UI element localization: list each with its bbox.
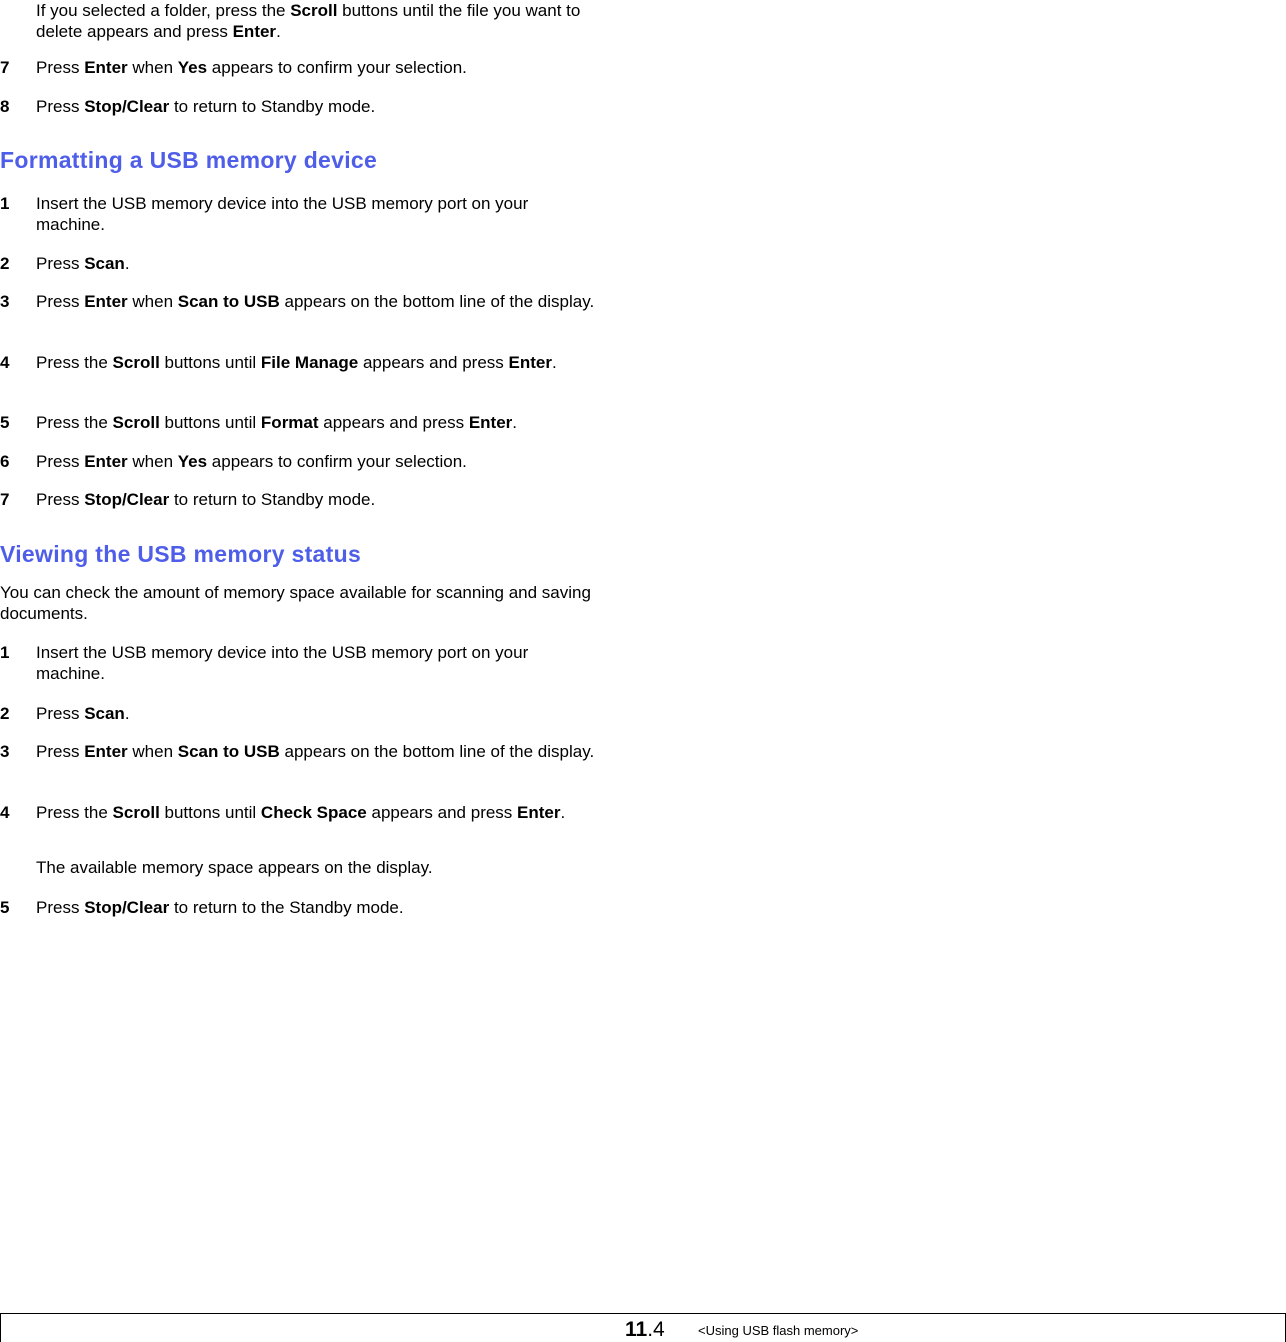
step-number: 1: [0, 194, 10, 213]
step-number: 2: [0, 254, 10, 273]
step-number: 1: [0, 643, 10, 662]
step-text: Press Enter when Yes appears to confirm your selection.: [36, 452, 467, 471]
step-text: Press Enter when Scan to USB appears on the bottom line of the display.: [36, 742, 595, 761]
step-number: 6: [0, 452, 10, 471]
step-number: 3: [0, 742, 10, 761]
step-number: 7: [0, 490, 10, 509]
intro-paragraph: [36, 0, 596, 42]
step-number: 4: [0, 803, 10, 822]
step-text: Insert the USB memory device into the USB memory port on your machine.: [36, 643, 529, 683]
step-number: 4: [0, 353, 10, 372]
step-text: Press Stop/Clear to return to Standby mode.: [36, 490, 376, 509]
page-footer: [0, 1313, 1286, 1342]
step-text: Press Scan.: [36, 254, 130, 273]
status-intro-paragraph: You can check the amount of memory space available for scanning and saving documents.: [0, 583, 591, 623]
status-note: The available memory space appears on the display.: [36, 858, 433, 877]
step-number: 7: [0, 58, 10, 77]
intro-bold-scroll: Scroll: [290, 1, 338, 20]
intro-text: buttons until the file you want to delete appears and press: [36, 1, 581, 41]
step-text: Press Stop/Clear to return to the Standby mode.: [36, 898, 404, 917]
chapter-title: <Using USB flash memory>: [698, 1323, 859, 1338]
format-section-heading: Formatting a USB memory device: [0, 147, 378, 173]
step-number: 3: [0, 292, 10, 311]
step-text: Press Scan.: [36, 704, 130, 723]
step-text: Press Stop/Clear to return to Standby mode.: [36, 97, 376, 116]
step-number: 2: [0, 704, 10, 723]
step-number: 5: [0, 413, 10, 432]
page-number: [625, 1319, 665, 1341]
step-text: Insert the USB memory device into the USB memory port on your machine.: [36, 194, 529, 234]
step-text: Press the Scroll buttons until Check Space appears and press Enter.: [36, 803, 566, 822]
step-number: 5: [0, 898, 10, 917]
page-index: .4: [647, 1318, 665, 1341]
chapter-number: 11: [625, 1318, 648, 1341]
intro-text: .: [276, 22, 281, 41]
step-text: Press Enter when Yes appears to confirm your selection.: [36, 58, 467, 77]
intro-bold-enter: Enter: [232, 22, 277, 41]
status-section-heading: Viewing the USB memory status: [0, 541, 362, 567]
step-number: 8: [0, 97, 10, 116]
step-text: Press the Scroll buttons until Format appears and press Enter.: [36, 413, 518, 432]
step-text: Press the Scroll buttons until File Manage appears and press Enter.: [36, 353, 557, 372]
step-text: Press Enter when Scan to USB appears on the bottom line of the display.: [36, 292, 595, 311]
intro-text: If you selected a folder, press the: [36, 1, 291, 20]
